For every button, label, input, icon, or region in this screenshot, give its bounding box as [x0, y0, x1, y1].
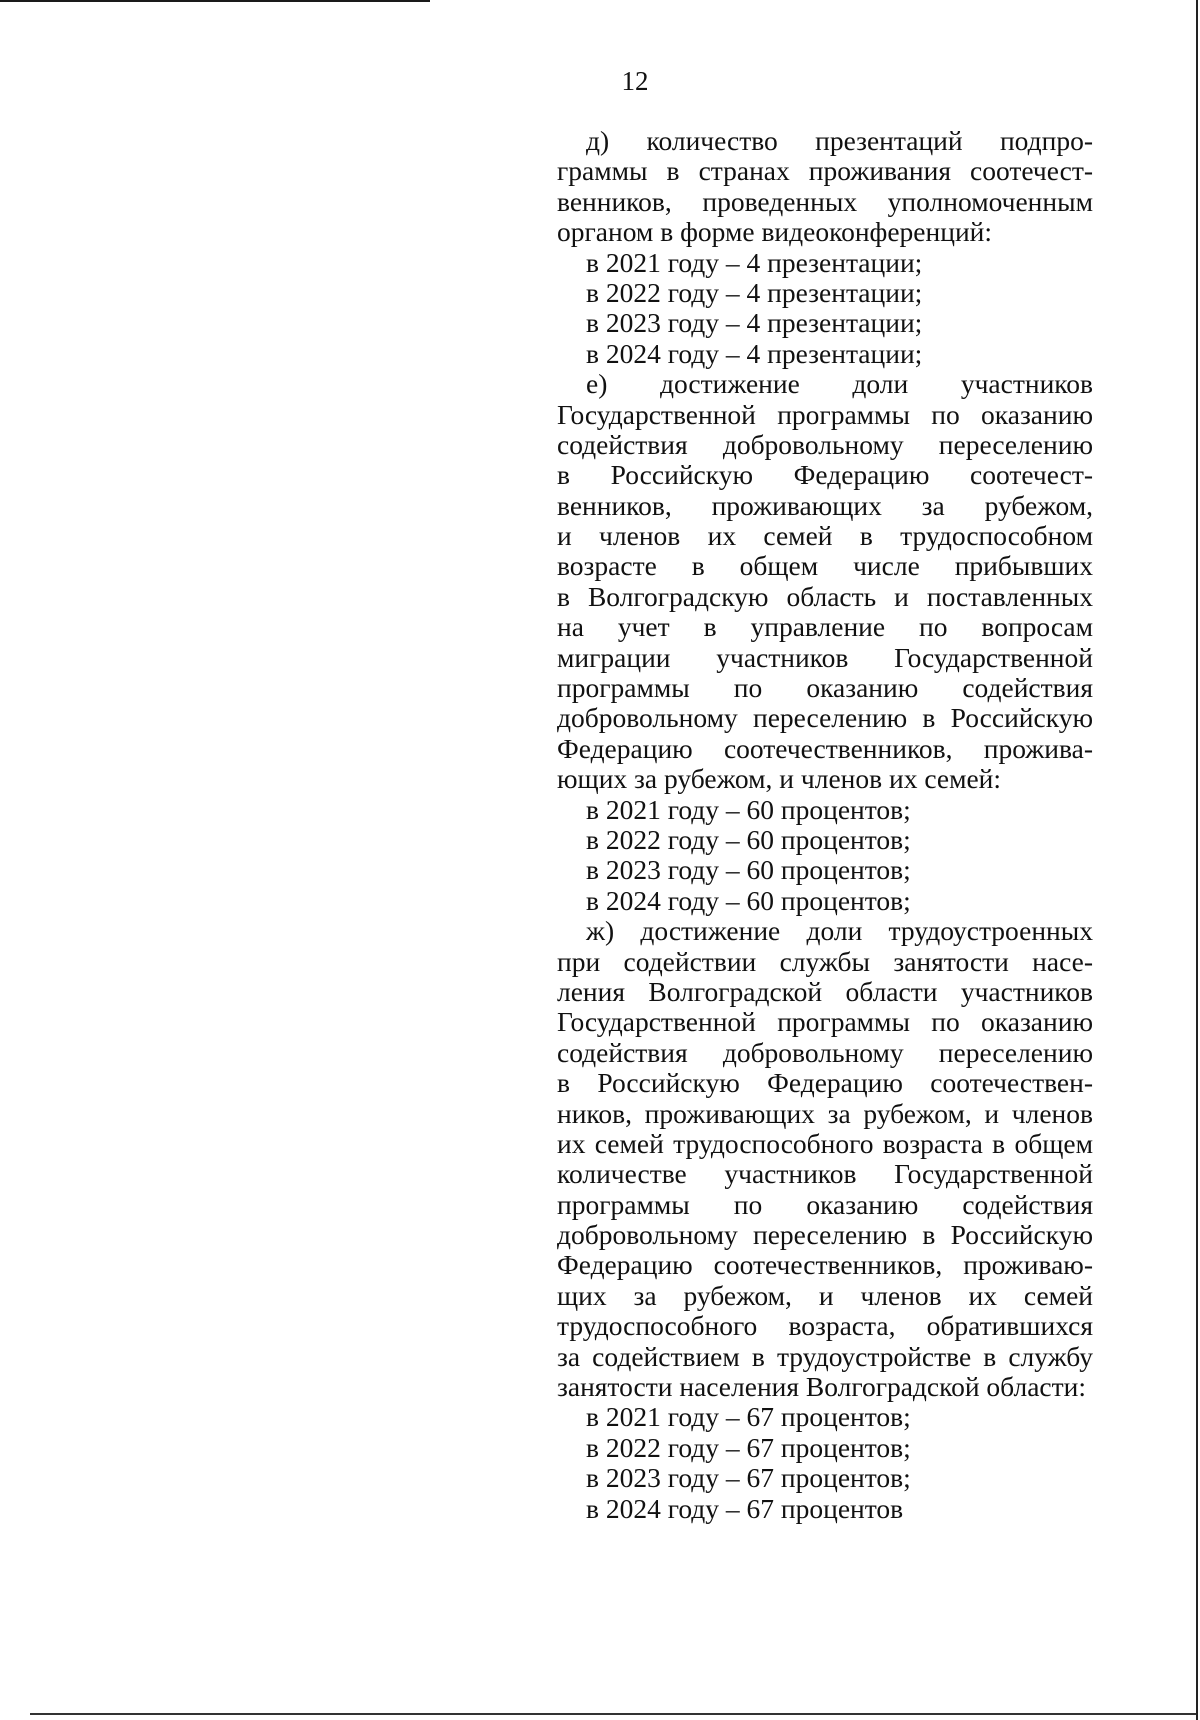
text-line: д) количество презентаций подпро- — [586, 125, 1093, 156]
bottom-scan-border — [30, 1713, 1196, 1715]
text-line: органом в форме видеоконференций: — [557, 216, 993, 248]
text-line: в Волгоградскую область и поставленных — [557, 580, 1093, 612]
text-line: добровольному переселению в Российскую — [557, 702, 1093, 734]
text-line: трудоспособного возраста, обратившихся — [557, 1310, 1093, 1342]
text-line: содействия добровольному переселению — [557, 428, 1093, 460]
text-line: в 2023 году – 4 презентации; — [586, 307, 923, 339]
text-line: ления Волгоградской области участников — [557, 975, 1093, 1007]
page-number: 12 — [621, 66, 649, 96]
text-line: в 2021 году – 67 процентов; — [586, 1401, 911, 1433]
text-line: добровольному переселению в Российскую — [557, 1219, 1093, 1251]
text-line: в 2024 году – 67 процентов — [586, 1492, 904, 1524]
top-scan-border — [0, 0, 430, 2]
text-line: Федерацию соотечественников, прожива- — [557, 732, 1093, 764]
text-line: при содействии службы занятости насе- — [557, 945, 1093, 977]
text-line: программы по оказанию содействия — [557, 1188, 1093, 1220]
text-line: щих за рубежом, и членов их семей — [557, 1279, 1093, 1311]
text-line: в 2022 году – 60 процентов; — [586, 823, 911, 855]
text-line: ников, проживающих за рубежом, и членов — [557, 1097, 1093, 1129]
text-line: и членов их семей в трудоспособном — [557, 520, 1093, 552]
text-line: занятости населения Волгоградской области: — [557, 1371, 1086, 1403]
text-line: количестве участников Государственной — [557, 1158, 1093, 1190]
text-column — [557, 126, 1093, 1524]
text-line: на учет в управление по вопросам — [557, 611, 1093, 643]
text-line: венников, проведенных уполномоченным — [557, 185, 1093, 217]
text-line: Федерацию соотечественников, проживаю- — [557, 1249, 1093, 1281]
text-line: Государственной программы по оказанию — [557, 1006, 1093, 1038]
text-line: ж) достижение доли трудоустроенных — [586, 915, 1093, 947]
text-line: за содействием в трудоустройстве в службу — [557, 1340, 1093, 1372]
text-line: в 2021 году – 60 процентов; — [586, 793, 911, 825]
text-line: граммы в странах проживания соотечест- — [557, 155, 1093, 187]
text-line: в 2024 году – 4 презентации; — [586, 337, 923, 369]
text-line: в 2023 году – 60 процентов; — [586, 854, 911, 886]
text-line: венников, проживающих за рубежом, — [557, 489, 1093, 521]
text-line: в 2022 году – 4 презентации; — [586, 276, 923, 308]
text-line: е) достижение доли участников — [586, 368, 1093, 400]
text-line: ющих за рубежом, и членов их семей: — [557, 763, 1002, 795]
text-line: в Российскую Федерацию соотечест- — [557, 459, 1093, 491]
text-line: в 2022 году – 67 процентов; — [586, 1431, 911, 1463]
text-line: в 2023 году – 67 процентов; — [586, 1462, 911, 1494]
text-line: в 2021 году – 4 презентации; — [586, 246, 923, 278]
text-line: содействия добровольному переселению — [557, 1036, 1093, 1068]
right-scan-border — [1196, 0, 1198, 1720]
text-line: их семей трудоспособного возраста в общем — [557, 1127, 1093, 1159]
text-line: программы по оказанию содействия — [557, 672, 1093, 704]
text-line: в 2024 году – 60 процентов; — [586, 884, 911, 916]
text-line: в Российскую Федерацию соотечествен- — [557, 1067, 1093, 1099]
text-line: миграции участников Государственной — [557, 641, 1093, 673]
text-line: Государственной программы по оказанию — [557, 398, 1093, 430]
text-line: возрасте в общем числе прибывших — [557, 550, 1093, 582]
